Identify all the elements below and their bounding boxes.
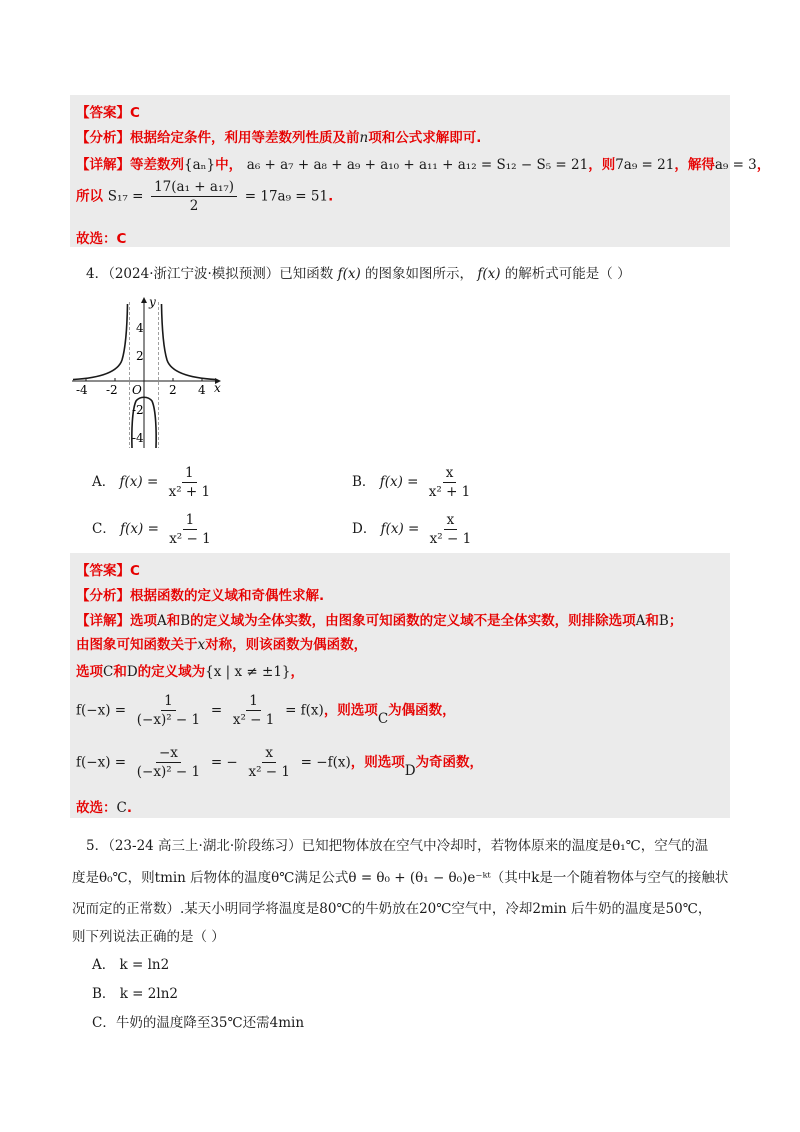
s17-rhs: = 17a₉ = 51 <box>244 188 329 205</box>
domain-set: {x | x ≠ ±1} <box>205 664 291 680</box>
numerator: 1 <box>161 693 176 711</box>
question-4-stem <box>86 262 631 282</box>
detail-text: 【详解】选项 <box>76 613 157 629</box>
equals: = − <box>210 754 238 771</box>
equation-a9: a₉ = 3 <box>714 157 757 173</box>
analysis-text-pre: 【分析】根据给定条件，利用等差数列性质及前 <box>76 130 360 146</box>
q5-option-c[interactable]: C．牛奶的温度降至35℃还需4min <box>92 1015 305 1031</box>
detail-text: 为奇函数， <box>415 754 484 771</box>
x-tick-label: -2 <box>106 383 118 397</box>
option-c[interactable] <box>92 512 217 547</box>
numerator: x <box>262 745 276 763</box>
x-tick-label: -4 <box>76 383 88 397</box>
option-numerator: x <box>443 465 457 483</box>
s17-denominator: 2 <box>189 198 199 215</box>
equation-fraction <box>134 693 203 728</box>
question-5-line-4: 则下列说法正确的是（ ） <box>72 929 225 945</box>
detail-text: 和 <box>113 664 127 680</box>
origin-label: O <box>132 383 142 397</box>
y-axis-label: y <box>149 295 156 309</box>
analysis-line <box>76 126 481 146</box>
question-5-line-2: 度是θ₀℃，则tmin 后物体的温度θ℃满足公式θ = θ₀ + (θ₁ − θ₀)e⁻ᵏᵗ（其中k是一个随着物体与空气的接触状 <box>72 870 729 886</box>
detail-end: ， <box>756 157 771 173</box>
denominator: (−x)² − 1 <box>136 764 201 781</box>
option-ref-b: B <box>658 613 669 629</box>
select-answer: C <box>116 800 127 816</box>
option-denominator: x² + 1 <box>168 484 211 501</box>
option-ref-a: A <box>635 613 646 629</box>
option-lhs: f(x) = <box>119 474 159 491</box>
option-ref-d: D <box>126 664 138 680</box>
option-denominator: x² − 1 <box>429 531 472 548</box>
detail-text: 的定义域为 <box>137 664 206 680</box>
detail-zhong: 中， <box>215 157 243 173</box>
option-ref-c: C <box>103 664 114 680</box>
answer-line: 【答案】C <box>76 563 140 579</box>
option-ref-c: C <box>377 710 389 727</box>
s17-line <box>76 179 333 214</box>
detail-text: 的定义域为全体实数，由图象可知函数的定义域不是全体实数，则排除选项 <box>190 613 636 629</box>
denominator: x² − 1 <box>232 712 275 729</box>
detail-text: ， <box>290 664 305 680</box>
q4-text-2: 的图象如图所示， <box>365 266 474 282</box>
option-numerator: 1 <box>183 512 198 530</box>
detail-line-1 <box>76 609 682 629</box>
equation-7a9: 7a₉ = 21 <box>615 157 675 173</box>
question-5-line-1: 5．（23-24 高三上·湖北·阶段练习）已知把物体放在空气中冷却时，若物体原来的温度是θ₁℃，空气的温 <box>86 838 709 854</box>
q4-text-1: 4．（2024·浙江宁波·模拟预测）已知函数 <box>86 266 334 282</box>
detail-ze: ，则 <box>588 157 616 173</box>
select-line: 故选：C <box>76 231 127 247</box>
y-tick-label: 4 <box>136 321 144 335</box>
option-ref-b: B <box>180 613 191 629</box>
equation-rhs: = f(x) <box>285 702 324 719</box>
analysis-line: 【分析】根据函数的定义域和奇偶性求解. <box>76 588 325 604</box>
s17-end: . <box>328 188 334 205</box>
detail-line-2 <box>76 633 367 653</box>
question-5-line-3: 况而定的正常数）.某天小明同学将温度是80℃的牛奶放在20℃空气中，冷却2min 后牛奶的温度是50℃， <box>72 901 712 917</box>
analysis-n: n <box>359 130 369 146</box>
detail-jiede: ，解得 <box>674 157 715 173</box>
equals: = <box>210 702 223 719</box>
option-numerator: 1 <box>182 465 197 483</box>
option-fraction <box>166 465 214 500</box>
option-letter: A． <box>92 474 116 491</box>
x-symbol: x <box>197 637 206 653</box>
y-tick-label: -2 <box>132 403 144 417</box>
q4-fx-1: f(x) <box>337 266 361 282</box>
detail-text: ，则选项 <box>323 702 378 719</box>
detail-text: 对称，则该函数为偶函数， <box>205 637 368 653</box>
option-lhs: f(x) = <box>380 521 420 538</box>
select-text: . <box>126 800 132 816</box>
q4-fx-2: f(x) <box>477 266 501 282</box>
s17-lhs: S₁₇ = <box>107 188 144 205</box>
equation-lhs: f(−x) = <box>76 702 127 719</box>
detail-line-3 <box>76 660 304 680</box>
option-denominator: x² + 1 <box>428 484 471 501</box>
option-lhs: f(x) = <box>379 474 419 491</box>
detail-text: 选项 <box>76 664 103 680</box>
even-check-line <box>76 693 456 728</box>
suoyi-text: 所以 <box>76 188 103 205</box>
option-fraction <box>426 465 474 500</box>
function-graph <box>70 292 230 452</box>
sum-equation: a₆ + a₇ + a₈ + a₉ + a₁₀ + a₁₁ + a₁₂ = S₁₂ − S₅ = 21 <box>246 157 589 173</box>
q5-option-a[interactable]: A． k = ln2 <box>92 957 170 973</box>
option-fraction <box>427 512 475 547</box>
sequence-symbol: {aₙ} <box>184 157 216 173</box>
option-ref-d: D <box>404 762 416 779</box>
numerator: 1 <box>246 693 261 711</box>
option-denominator: x² − 1 <box>169 531 211 548</box>
x-axis-label: x <box>214 381 221 395</box>
equation-fraction <box>245 745 293 780</box>
answer-line: 【答案】C <box>76 105 140 121</box>
detail-text: 为偶函数， <box>388 702 456 719</box>
numerator: −x <box>156 745 181 763</box>
detail-text: 和 <box>645 613 659 629</box>
option-letter: C． <box>92 521 116 538</box>
detail-text: 和 <box>166 613 181 629</box>
detail-label: 【详解】等差数列 <box>76 157 184 173</box>
option-a[interactable] <box>92 465 216 500</box>
detail-text: 由图象可知函数关于 <box>76 637 198 653</box>
option-fraction <box>166 512 214 547</box>
detail-text: ，则选项 <box>350 754 405 771</box>
x-tick-label: 4 <box>198 383 206 397</box>
option-letter: B． <box>352 474 376 491</box>
detail-text: ； <box>668 613 683 629</box>
equation-lhs: f(−x) = <box>76 754 127 771</box>
analysis-text-post: 项和公式求解即可. <box>368 130 482 146</box>
denominator: (−x)² − 1 <box>136 712 201 729</box>
odd-check-line <box>76 745 483 780</box>
select-text: 故选： <box>76 800 117 816</box>
answer-box-q4 <box>70 553 730 818</box>
option-letter: D． <box>352 521 377 538</box>
q5-option-b[interactable]: B． k = 2ln2 <box>92 986 178 1002</box>
option-d[interactable] <box>352 512 477 547</box>
option-b[interactable] <box>352 465 476 500</box>
detail-line <box>76 153 770 173</box>
equation-fraction <box>134 745 203 780</box>
option-numerator: x <box>444 512 458 530</box>
q4-text-3: 的解析式可能是（ ） <box>504 266 631 282</box>
curve-right-branch <box>162 304 217 380</box>
y-tick-label: 2 <box>136 349 144 363</box>
equation-rhs: = −f(x) <box>300 754 351 771</box>
option-ref-a: A <box>157 613 167 629</box>
curve-left-branch <box>73 304 128 380</box>
equation-fraction <box>230 693 278 728</box>
answer-box-q3 <box>70 95 771 247</box>
x-tick-label: 2 <box>169 383 177 397</box>
y-tick-label: -4 <box>132 431 144 445</box>
option-lhs: f(x) = <box>120 521 159 538</box>
s17-fraction <box>151 179 237 214</box>
denominator: x² − 1 <box>248 764 290 781</box>
select-line <box>76 796 132 816</box>
s17-numerator: 17(a₁ + a₁₇) <box>151 179 237 197</box>
